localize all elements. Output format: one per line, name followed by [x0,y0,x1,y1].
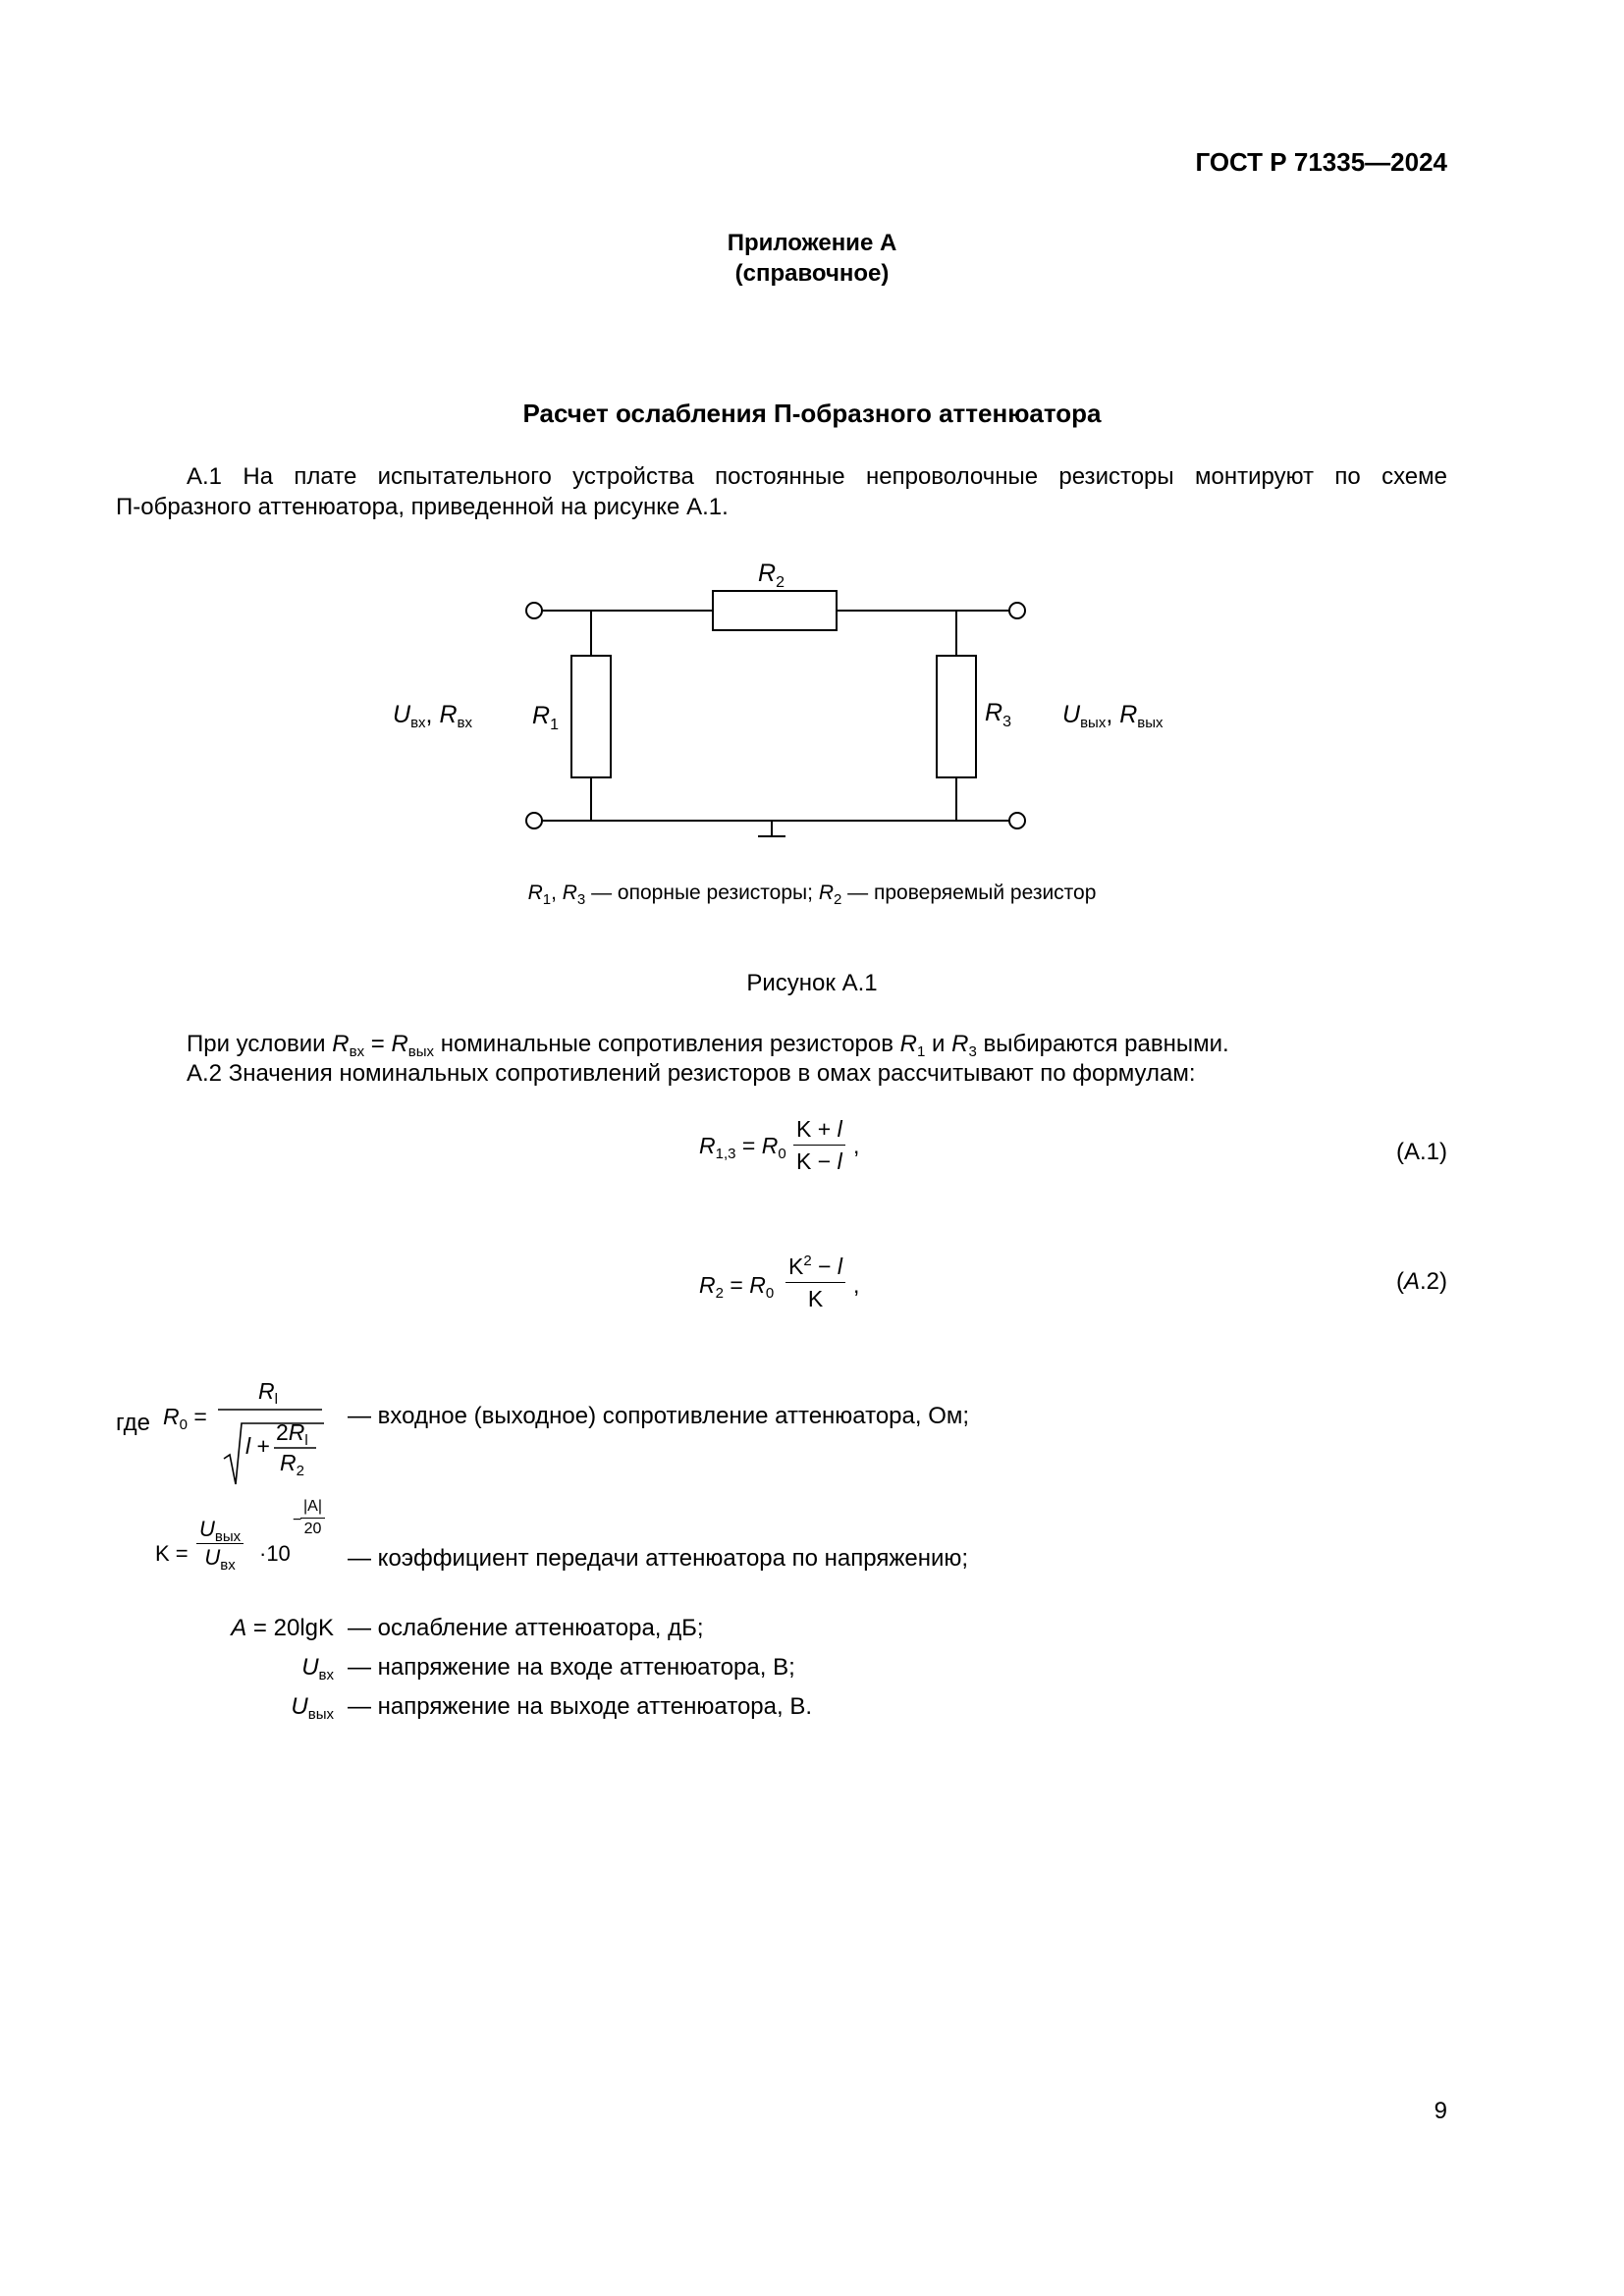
formula-a2-r: R [699,1272,716,1298]
where-k-fraction [196,1517,244,1574]
where-k-numerator: $U_{вых}$ [196,1518,244,1544]
legend-r2: R [818,881,834,904]
where-k-description: — коэффициент передачи аттенюатора по напряжению; [348,1545,969,1572]
paragraph-a1-line2: П-образного аттенюатора, приведенной на рисунке А.1. [116,494,729,520]
label-r2: $R_2$ [758,560,785,591]
where-k-lhs: K = [155,1541,189,1566]
where-a-lhs: A = 20lgK [231,1615,334,1641]
where-r0-numerator: $R_l$ [258,1378,278,1408]
cond-and: и [925,1031,952,1057]
label-output: $U_{вых}$, $R_{вых}$ [1062,701,1164,731]
formula-a1-numerator: K + l [793,1115,845,1146]
where-inner-denominator: $R_2$ [280,1450,304,1479]
formula-a2-r0: R [749,1272,766,1298]
formula-a2-numerator: $K^2 - l$ [785,1253,845,1283]
cond-text-1: При условии [187,1031,333,1057]
appendix-title-line: Приложение А [727,230,897,256]
where-r0-lhs: $R_0$ = [163,1404,207,1433]
where-label: где [116,1410,151,1436]
cond-text-3: выбираются равными. [976,1031,1229,1057]
paragraph-a2: А.2 Значения номинальных сопротивлений резисторов в омах рассчитывают по формулам: [187,1060,1196,1087]
where-k-dot-ten: ·10 [259,1541,291,1566]
cond-r1: R [899,1031,917,1057]
formula-a2-denominator: K [807,1286,824,1311]
legend-r2-sub: 2 [833,891,842,908]
sqrt-sign [224,1423,324,1484]
formula-a1-denominator: K − l [796,1148,842,1174]
cond-r3-sub: 3 [968,1043,977,1060]
formula-a2-r0-sub: 0 [765,1285,775,1302]
legend-r3: R [562,881,577,904]
cond-r-in-sub: вх [349,1043,365,1060]
cond-r-out: R [391,1031,408,1057]
figure-caption: Рисунок А.1 [746,970,878,996]
where-k-exp-minus: − [293,1512,302,1528]
where-uout-description: — напряжение на выходе аттенюатора, В. [348,1693,812,1720]
where-r0-description: — входное (выходное) сопротивление аттенюатора, Ом; [348,1403,970,1429]
formula-a1-r0: R [761,1133,779,1158]
label-r3: $R_3$ [985,699,1011,730]
cond-r-in: R [332,1031,350,1057]
cond-r1-sub: 1 [917,1043,926,1060]
formula-a1-r: R [699,1133,716,1158]
formula-a2-comma: , [853,1272,860,1298]
formula-a1-number: (А.1) [1395,1139,1447,1165]
section-title: Расчет ослабления П-образного аттенюатора [522,399,1102,428]
where-a-description: — ослабление аттенюатора, дБ; [348,1615,704,1641]
formula-a2-eq: = [723,1272,750,1298]
formula-a1-r0-sub: 0 [778,1146,786,1162]
formula-a1-eq: = [735,1133,762,1158]
where-inner-numerator: $2R_l$ [276,1419,308,1449]
legend-r1-sub: 1 [542,891,552,908]
formula-a2-number: (A.2) [1395,1268,1447,1295]
legend-end: — проверяемый резистор [841,881,1097,904]
legend-mid: — опорные резисторы; [585,881,819,904]
label-input: $U_{вх}$, $R_{вх}$ [393,701,472,731]
where-uin-description: — напряжение на входе аттенюатора, В; [348,1654,795,1681]
paragraph-a1-line1: А.1 На плате испытательного устройства постоянные непроволочные резисторы монтируют по схеме [187,463,1447,490]
legend-r1: R [527,881,543,904]
formula-a2-r-sub: 2 [715,1285,724,1302]
where-sqrt-inner-left: l + [245,1433,270,1459]
cond-text-2: номинальные сопротивления резисторов [434,1031,900,1057]
label-r1: $R_1$ [532,702,559,733]
formula-a1-r-sub: 1,3 [715,1146,736,1162]
cond-r-out-sub: вых [407,1043,435,1060]
cond-eq: = [364,1031,392,1057]
page-number: 9 [1434,2098,1447,2124]
cond-r3: R [951,1031,969,1057]
document-id: ГОСТ Р 71335—2024 [1195,147,1447,177]
legend-r3-sub: 3 [576,891,586,908]
where-uin-lhs: $U_{вх}$ [301,1654,334,1683]
legend-comma: , [551,881,563,904]
where-k-exp-num: |A| [300,1498,325,1519]
appendix-subtitle: (справочное) [734,260,890,287]
where-k-denominator: $U_{вх}$ [204,1545,236,1574]
where-k-exp-den: 20 [303,1521,322,1537]
where-k-exponent [300,1498,325,1538]
formula-a1-comma: , [853,1133,860,1158]
where-uout-lhs: $U_{вых}$ [291,1693,334,1723]
